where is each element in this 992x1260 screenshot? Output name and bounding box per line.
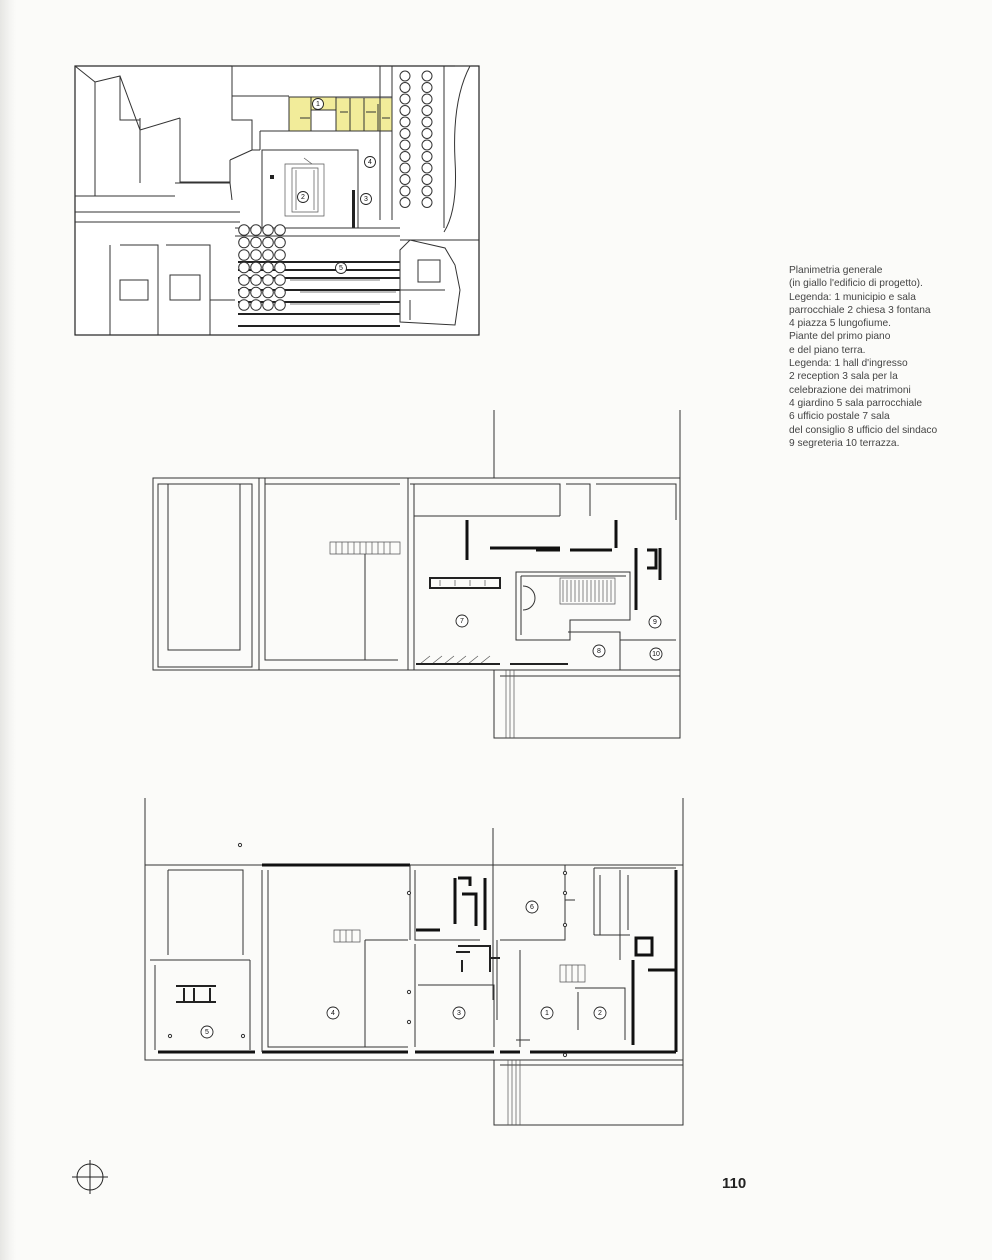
tree-icon — [275, 275, 286, 286]
room-number-label — [650, 648, 662, 660]
tree-icon — [400, 175, 410, 185]
column-dot — [168, 1034, 171, 1037]
column-dot — [407, 891, 410, 894]
tree-icon — [263, 225, 274, 236]
page-number: 110 — [722, 1175, 747, 1192]
tree-icon — [239, 300, 250, 311]
tree-icon — [251, 275, 262, 286]
room-number-label — [365, 157, 376, 168]
tree-icon — [251, 287, 262, 298]
room-number-label — [649, 616, 661, 628]
room-number-label — [336, 263, 347, 274]
tree-icon — [239, 237, 250, 248]
tree-icon — [251, 250, 262, 261]
tree-icon — [400, 140, 410, 150]
tree-icon — [275, 300, 286, 311]
tree-icon — [239, 250, 250, 261]
tree-icon — [422, 163, 432, 173]
tree-icon — [263, 287, 274, 298]
label-number: 1 — [545, 1010, 549, 1017]
tree-icon — [275, 225, 286, 236]
room-number-label — [313, 99, 324, 110]
tree-icon — [422, 129, 432, 139]
caption-line: Legenda: 1 municipio e sala — [789, 291, 916, 303]
caption-line: celebrazione dei matrimoni — [789, 384, 911, 396]
label-number: 2 — [301, 194, 305, 201]
caption-line: 4 piazza 5 lungofiume. — [789, 318, 891, 330]
column-dot — [241, 1034, 244, 1037]
room-number-label — [594, 1007, 606, 1019]
tree-icon — [422, 106, 432, 116]
legend-caption — [789, 264, 959, 450]
tree-icon — [263, 262, 274, 273]
room-number-label — [456, 615, 468, 627]
label-number: 2 — [598, 1010, 602, 1017]
project-building-highlight — [289, 97, 392, 131]
tree-icon — [400, 152, 410, 162]
tree-icon — [400, 83, 410, 93]
tree-icon — [422, 117, 432, 127]
tree-icon — [239, 275, 250, 286]
tree-icon — [263, 275, 274, 286]
tree-icon — [400, 186, 410, 196]
tree-icon — [422, 83, 432, 93]
site-plan — [75, 66, 479, 335]
room-number-label — [298, 192, 309, 203]
caption-line: e del piano terra. — [789, 344, 866, 356]
column-dot — [563, 923, 566, 926]
room-number-label — [327, 1007, 339, 1019]
label-number: 3 — [457, 1010, 461, 1017]
label-number: 4 — [368, 159, 372, 166]
tree-icon — [251, 237, 262, 248]
tree-icon — [422, 198, 432, 208]
first-floor-plan — [153, 410, 680, 738]
tree-icon — [422, 140, 432, 150]
first-floor-labels — [456, 615, 662, 660]
label-number: 5 — [339, 265, 343, 272]
room-number-label — [201, 1026, 213, 1038]
tree-icon — [263, 237, 274, 248]
tree-icon — [400, 106, 410, 116]
column-dot — [563, 871, 566, 874]
tree-icon — [263, 300, 274, 311]
label-number: 8 — [597, 648, 601, 655]
tree-icon — [251, 262, 262, 273]
tree-icon — [422, 175, 432, 185]
ground-floor-column-dots — [168, 843, 566, 1056]
caption-line: Piante del primo piano — [789, 331, 891, 343]
column-dot — [563, 891, 566, 894]
room-number-label — [526, 901, 538, 913]
tree-icon — [400, 198, 410, 208]
caption-line: 6 ufficio postale 7 sala — [789, 411, 890, 423]
tree-icon — [275, 237, 286, 248]
column-dot — [563, 1053, 566, 1056]
tree-icon — [239, 287, 250, 298]
label-number: 4 — [331, 1010, 335, 1017]
room-number-label — [361, 194, 372, 205]
label-number: 9 — [653, 619, 657, 626]
room-number-label — [453, 1007, 465, 1019]
north-arrow-icon — [72, 1160, 108, 1194]
tree-icon — [239, 262, 250, 273]
column-dot — [407, 1020, 410, 1023]
caption-line: 9 segreteria 10 terrazza. — [789, 437, 900, 449]
label-number: 6 — [530, 904, 534, 911]
label-number: 10 — [652, 651, 660, 658]
tree-icon — [251, 225, 262, 236]
caption-line: Planimetria generale — [789, 265, 883, 276]
tree-icon — [251, 300, 262, 311]
tree-icon — [263, 250, 274, 261]
tree-icon — [275, 287, 286, 298]
tree-icon — [400, 94, 410, 104]
label-number: 3 — [364, 196, 368, 203]
tree-icon — [422, 186, 432, 196]
tree-icon — [239, 225, 250, 236]
caption-line: 4 giardino 5 sala parrocchiale — [789, 397, 923, 409]
tree-icon — [275, 262, 286, 273]
tree-icon — [422, 71, 432, 81]
label-number: 1 — [316, 101, 320, 108]
ground-floor-plan — [145, 798, 683, 1125]
caption-line: Legenda: 1 hall d'ingresso — [789, 358, 908, 370]
room-number-label — [593, 645, 605, 657]
caption-line: (in giallo l'edificio di progetto). — [789, 278, 923, 290]
tree-icon — [400, 163, 410, 173]
tree-icon — [422, 152, 432, 162]
caption-line: parrocchiale 2 chiesa 3 fontana — [789, 304, 931, 316]
caption-line: 2 reception 3 sala per la — [789, 371, 898, 383]
label-number: 5 — [205, 1029, 209, 1036]
room-number-label — [541, 1007, 553, 1019]
label-number: 7 — [460, 618, 464, 625]
tree-icon — [275, 250, 286, 261]
tree-icon — [400, 117, 410, 127]
tree-icon — [400, 71, 410, 81]
column-dot — [238, 843, 241, 846]
caption-line: del consiglio 8 ufficio del sindaco — [789, 424, 938, 436]
tree-icon — [422, 94, 432, 104]
tree-icon — [400, 129, 410, 139]
column-dot — [407, 990, 410, 993]
